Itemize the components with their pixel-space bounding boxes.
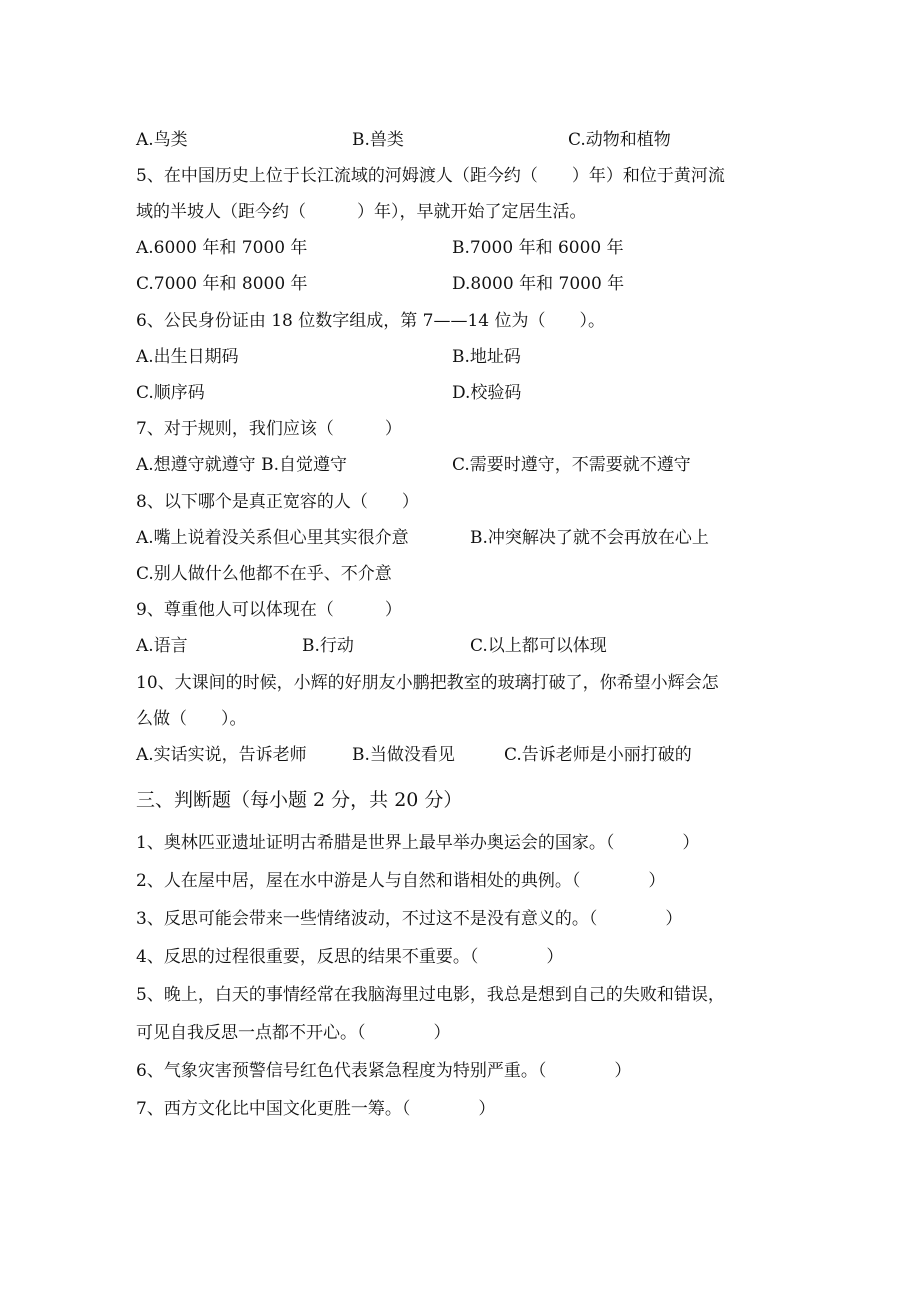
q6-stem: 6、公民身份证由 18 位数字组成，第 7——14 位为（ ）。 bbox=[136, 311, 606, 331]
q10-options-row bbox=[136, 741, 796, 769]
q6-option-b: B.地址码 bbox=[452, 347, 521, 367]
q10-stem-line1: 10、大课间的时候，小辉的好朋友小鹏把教室的玻璃打破了，你希望小辉会怎 bbox=[136, 673, 719, 693]
judge-item-2: 2、人在屋中居，屋在水中游是人与自然和谐相处的典例。（ ） bbox=[136, 871, 666, 891]
q5-options-row1 bbox=[136, 234, 796, 262]
q5-option-d: D.8000 年和 7000 年 bbox=[452, 274, 625, 294]
q6-options-row1 bbox=[136, 343, 796, 371]
q7-stem: 7、对于规则，我们应该（ ） bbox=[136, 419, 402, 439]
q8-option-b: B.冲突解决了就不会再放在心上 bbox=[470, 528, 709, 548]
q10-option-c: C.告诉老师是小丽打破的 bbox=[504, 745, 692, 765]
q6-options-row2 bbox=[136, 379, 796, 407]
q6-option-a: A.出生日期码 bbox=[136, 347, 239, 367]
q4-options-row bbox=[136, 126, 796, 154]
judge-item-1: 1、奥林匹亚遗址证明古希腊是世界上最早举办奥运会的国家。（ ） bbox=[136, 833, 700, 853]
judge-item-4: 4、反思的过程很重要，反思的结果不重要。（ ） bbox=[136, 947, 564, 967]
q5-option-b: B.7000 年和 6000 年 bbox=[452, 238, 624, 258]
q10-option-a: A.实话实说，告诉老师 bbox=[136, 745, 307, 765]
q4-option-c: C.动物和植物 bbox=[568, 130, 671, 150]
q8-stem: 8、以下哪个是真正宽容的人（ ） bbox=[136, 492, 419, 512]
q5-stem-line1: 5、在中国历史上位于长江流域的河姆渡人（距今约（ ）年）和位于黄河流 bbox=[136, 166, 725, 186]
q9-stem: 9、尊重他人可以体现在（ ） bbox=[136, 600, 402, 620]
q9-option-b: B.行动 bbox=[302, 636, 354, 656]
judge-item-7: 7、西方文化比中国文化更胜一筹。（ ） bbox=[136, 1099, 496, 1119]
q5-stem-line2: 域的半坡人（距今约（ ）年），早就开始了定居生活。 bbox=[136, 202, 587, 222]
q7-option-c: C.需要时遵守，不需要就不遵守 bbox=[452, 455, 691, 475]
q8-options-row1 bbox=[136, 524, 796, 552]
q9-option-c: C.以上都可以体现 bbox=[470, 636, 607, 656]
q9-option-a: A.语言 bbox=[136, 636, 188, 656]
judge-item-5-line1: 5、晚上，白天的事情经常在我脑海里过电影，我总是想到自己的失败和错误， bbox=[136, 985, 725, 1005]
q8-option-c: C.别人做什么他都不在乎、不介意 bbox=[136, 564, 392, 584]
q4-option-b: B.兽类 bbox=[352, 130, 404, 150]
q7-options-row bbox=[136, 451, 796, 479]
q7-option-ab: A.想遵守就遵守 B.自觉遵守 bbox=[136, 455, 347, 475]
q8-option-a: A.嘴上说着没关系但心里其实很介意 bbox=[136, 528, 409, 548]
q4-option-a: A.鸟类 bbox=[136, 130, 188, 150]
q6-option-d: D.校验码 bbox=[452, 383, 522, 403]
judge-item-3: 3、反思可能会带来一些情绪波动，不过这不是没有意义的。（ ） bbox=[136, 909, 683, 929]
q5-option-a: A.6000 年和 7000 年 bbox=[136, 238, 308, 258]
q10-stem-line2: 么做（ ）。 bbox=[136, 709, 247, 729]
q6-option-c: C.顺序码 bbox=[136, 383, 205, 403]
judge-item-5-line2: 可见自我反思一点都不开心。（ ） bbox=[136, 1023, 451, 1043]
q5-options-row2 bbox=[136, 270, 796, 298]
section-3-title: 三、判断题（每小题 2 分，共 20 分） bbox=[136, 789, 463, 811]
q10-option-b: B.当做没看见 bbox=[352, 745, 455, 765]
judge-item-6: 6、气象灾害预警信号红色代表紧急程度为特别严重。（ ） bbox=[136, 1061, 632, 1081]
q9-options-row bbox=[136, 632, 796, 660]
q5-option-c: C.7000 年和 8000 年 bbox=[136, 274, 308, 294]
